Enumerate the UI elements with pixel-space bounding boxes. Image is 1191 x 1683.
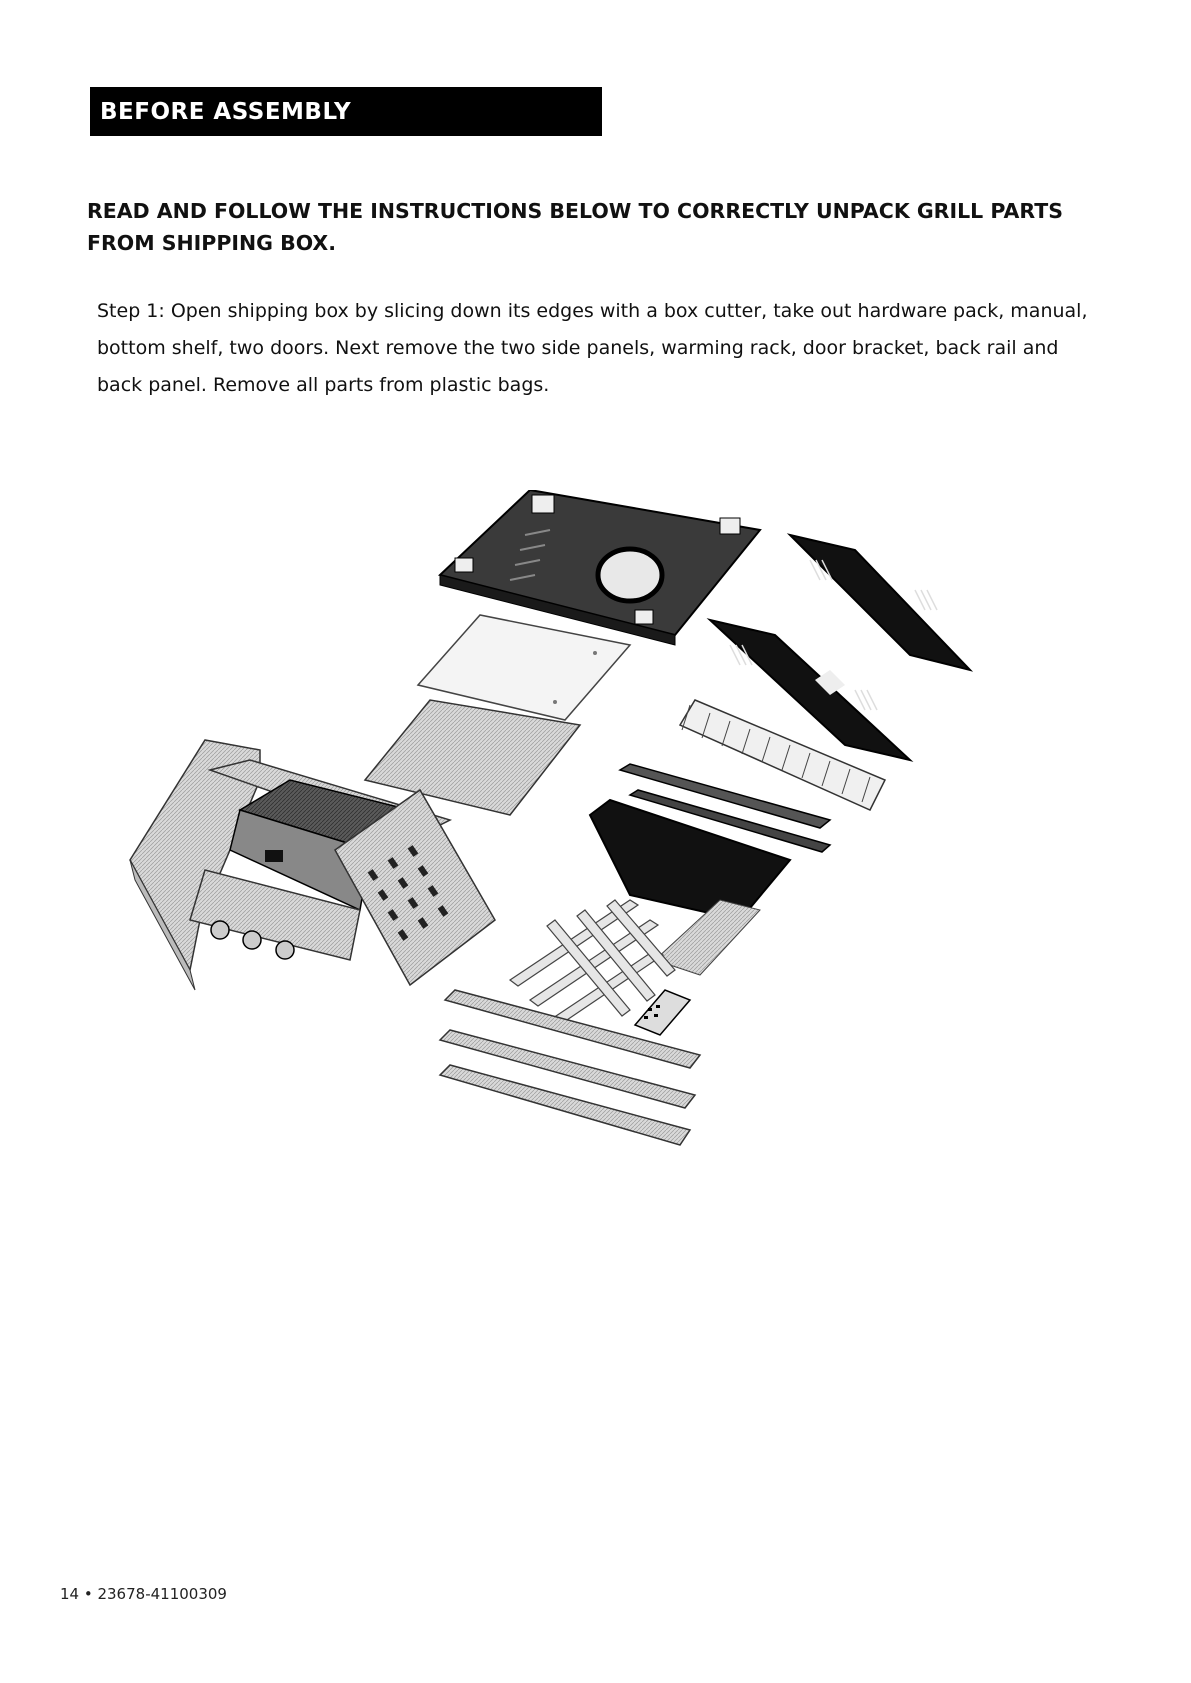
back-panel — [590, 800, 790, 920]
section-title: BEFORE ASSEMBLY — [100, 98, 352, 125]
exploded-parts-diagram — [110, 490, 1070, 1180]
bottom-shelf — [365, 700, 580, 815]
side-panel-right-upper — [790, 535, 970, 670]
intro-heading: READ AND FOLLOW THE INSTRUCTIONS BELOW TO CORRECTLY UNPACK GRILL PARTS FROM SHIPPING BOX. — [87, 199, 1063, 255]
section-title-bar — [90, 87, 602, 136]
small-panel — [655, 900, 760, 975]
step-1-text: Step 1: Open shipping box by slicing down its edges with a box cutter, take out hardware pack, manual, bottom shelf, two doors. Next remove the two side panels, warming rack, door bracket, back rail and back panel. Remove all parts from plastic bags. — [97, 300, 1088, 396]
page-footer: 14 • 23678-41100309 — [60, 1585, 227, 1603]
